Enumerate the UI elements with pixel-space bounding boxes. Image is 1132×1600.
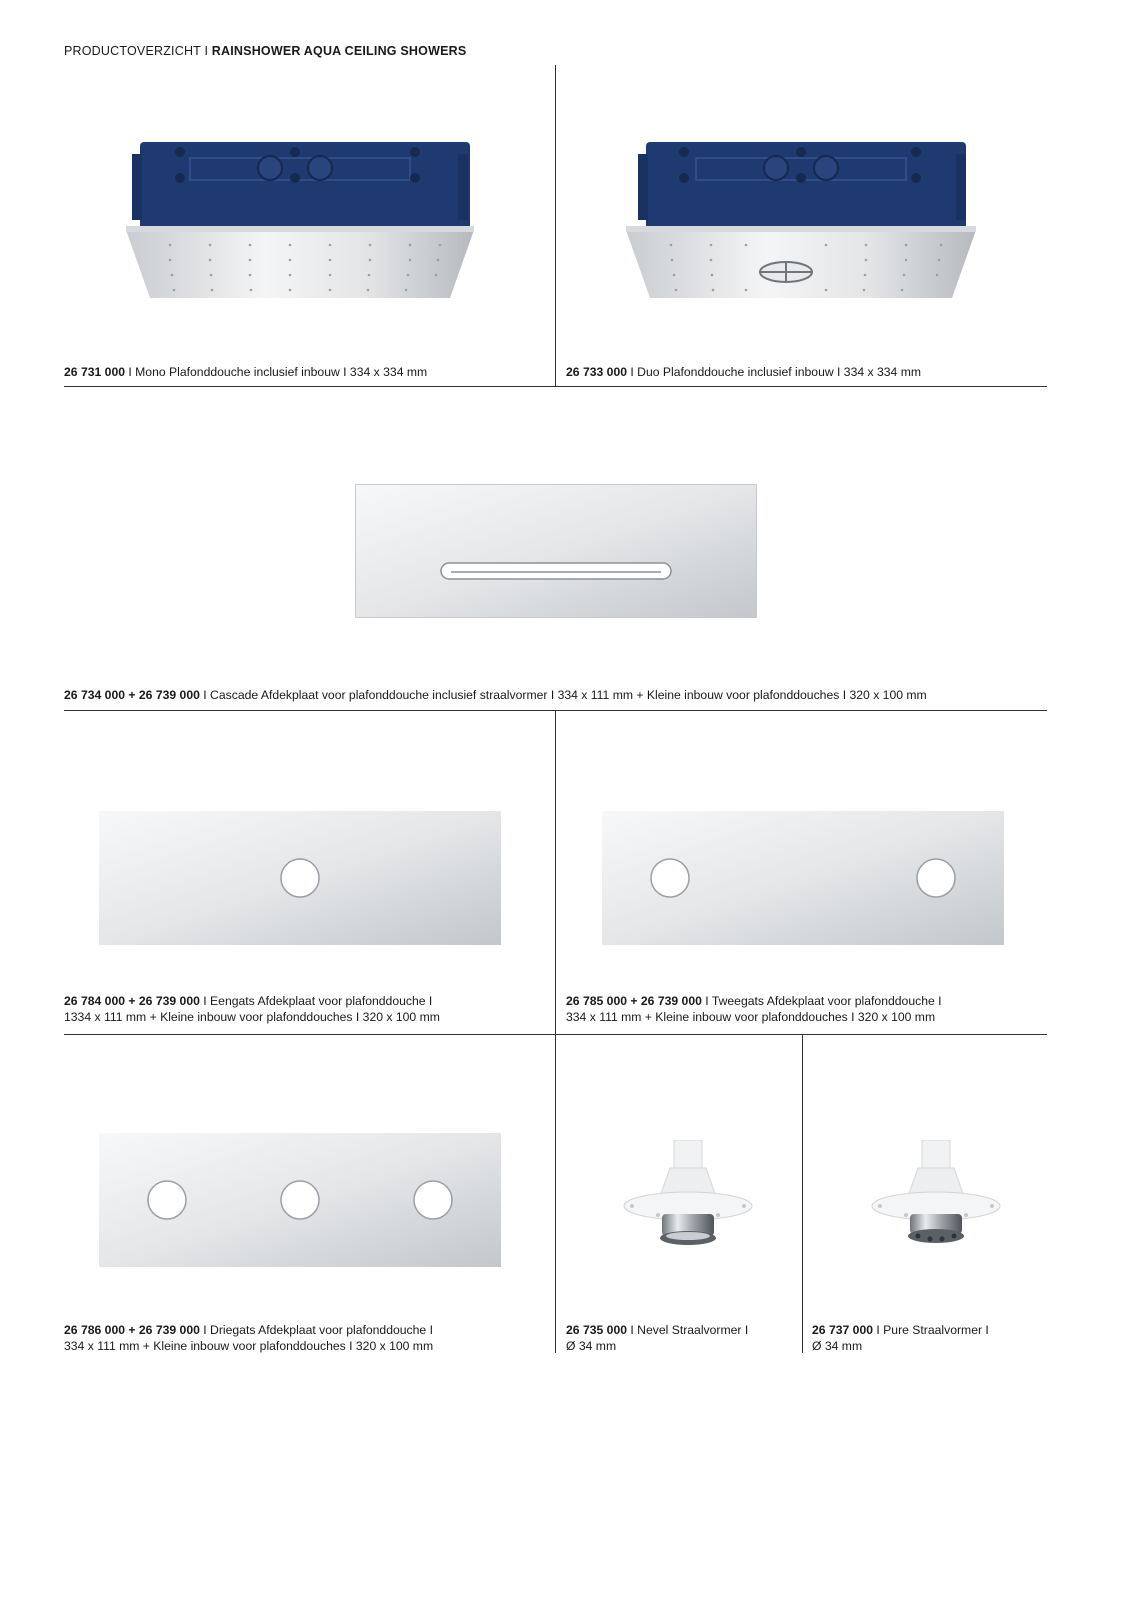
product-caption-duo [566, 365, 921, 381]
page-header [64, 44, 466, 58]
header-title: RAINSHOWER AQUA CEILING SHOWERS [211, 44, 467, 58]
product-caption-eengats [64, 994, 440, 1025]
product-code: 26 784 000 + 26 739 000 [64, 994, 200, 1008]
product-caption-pure [812, 1323, 989, 1354]
product-desc: I Driegats Afdekplaat voor plafonddouche I [199, 1323, 433, 1337]
divider-v2 [555, 710, 556, 1353]
product-caption-driegats [64, 1323, 433, 1354]
product-desc: I Pure Straalvormer I [873, 1323, 989, 1337]
product-desc: I Nevel Straalvormer I [627, 1323, 749, 1337]
product-code: 26 786 000 + 26 739 000 [64, 1323, 200, 1337]
divider-v3 [802, 1034, 803, 1353]
product-desc-line2: Ø 34 mm [812, 1338, 863, 1353]
product-code: 26 737 000 [812, 1323, 873, 1337]
product-image-mono-ceiling-shower [120, 140, 480, 305]
product-desc: I Duo Plafonddouche inclusief inbouw I 334 x 334 mm [627, 365, 922, 379]
product-image-two-hole-cover-plate [602, 811, 1004, 945]
product-code: 26 731 000 [64, 365, 125, 379]
divider-h1 [64, 386, 1047, 387]
product-caption-tweegats [566, 994, 942, 1025]
product-image-single-hole-cover-plate [99, 811, 501, 945]
header-prefix: PRODUCTOVERZICHT I [64, 44, 212, 58]
product-code: 26 785 000 + 26 739 000 [566, 994, 702, 1008]
product-caption-nevel [566, 1323, 748, 1354]
product-caption-mono [64, 365, 427, 381]
product-image-duo-ceiling-shower [626, 140, 986, 305]
divider-h3 [64, 1034, 1047, 1035]
product-image-pure-jet-former [866, 1140, 1006, 1270]
product-desc: I Tweegats Afdekplaat voor plafonddouche I [701, 994, 942, 1008]
product-desc: I Eengats Afdekplaat voor plafonddouche I [199, 994, 433, 1008]
product-code: 26 735 000 [566, 1323, 627, 1337]
product-image-nevel-jet-former [618, 1140, 758, 1270]
product-desc: I Cascade Afdekplaat voor plafonddouche inclusief straalvormer I 334 x 111 mm + Kleine inbouw voor plafonddouches I 320 x 100 mm [199, 688, 927, 702]
divider-v1 [555, 65, 556, 386]
product-desc-line2: 334 x 111 mm + Kleine inbouw voor plafonddouches I 320 x 100 mm [64, 1338, 434, 1353]
product-desc: I Mono Plafonddouche inclusief inbouw I 334 x 334 mm [125, 365, 428, 379]
product-image-three-hole-cover-plate [99, 1133, 501, 1267]
product-desc-line2: 1334 x 111 mm + Kleine inbouw voor plafonddouches I 320 x 100 mm [64, 1009, 440, 1024]
product-caption-cascade [64, 688, 927, 704]
product-desc-line2: Ø 34 mm [566, 1338, 617, 1353]
product-code: 26 733 000 [566, 365, 627, 379]
product-desc-line2: 334 x 111 mm + Kleine inbouw voor plafonddouches I 320 x 100 mm [566, 1009, 936, 1024]
product-code: 26 734 000 + 26 739 000 [64, 688, 200, 702]
product-image-cascade-cover-plate [355, 484, 757, 618]
